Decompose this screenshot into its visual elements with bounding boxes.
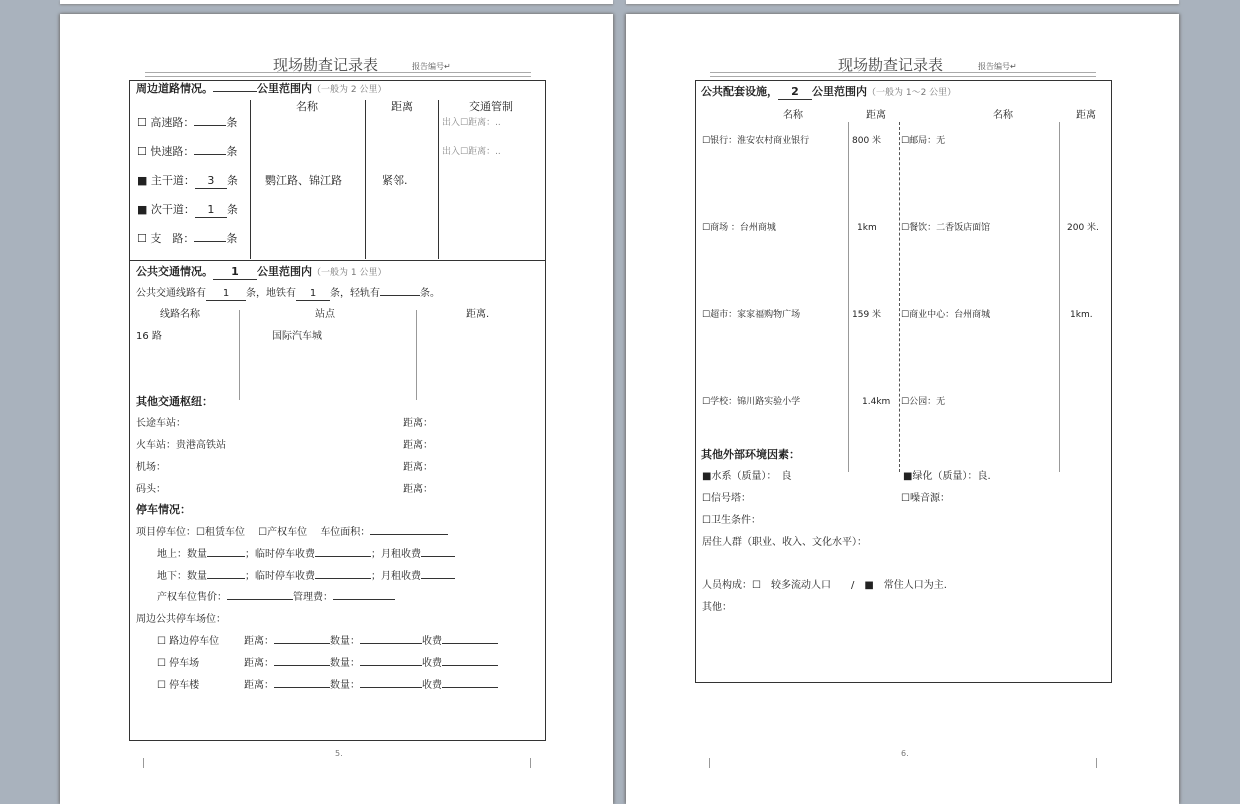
checkbox-icon[interactable]: ☐ [157, 636, 166, 647]
roads-col-traffic: 交通管制 [469, 100, 513, 113]
header-rule [710, 76, 1096, 77]
fee-label: 收费 [422, 680, 442, 691]
facilities-heading: 公共配套设施， [701, 85, 778, 98]
nearby-parking-fields [244, 635, 498, 648]
roads-unit: 公里范围内 [257, 82, 312, 95]
qty-label: 数量： [330, 636, 360, 647]
environment-heading: 其他外部环境因素： [701, 448, 800, 461]
road-row-secondary [137, 203, 238, 218]
subway-count[interactable]: 1 [296, 287, 330, 301]
temp-fee-field[interactable] [315, 578, 371, 579]
roads-heading: 周边道路情况。 [136, 82, 213, 95]
temp-fee-field[interactable] [315, 556, 371, 557]
env-green: ■绿化（质量）：良. [903, 471, 991, 482]
checkbox-icon[interactable]: ☐ [137, 145, 147, 158]
road-unit: 条 [226, 203, 238, 216]
dist-label: 距离： [244, 658, 274, 669]
parking-heading: 停车情况： [136, 503, 191, 516]
transit-heading-line [136, 265, 386, 280]
roads-radius-blank[interactable] [213, 91, 257, 92]
checkbox-icon[interactable]: ☐ [157, 680, 166, 691]
report-number-label: 报告编号↵ [412, 62, 451, 71]
fee-field[interactable] [442, 687, 498, 688]
transit-col-stop: 站点 [315, 309, 335, 320]
parking-sale-line [157, 591, 395, 604]
facility-distance: 800 米 [852, 136, 882, 146]
transit-heading: 公共交通情况。 [136, 265, 213, 278]
nearby-parking-type: 停车楼 [169, 680, 200, 691]
hub-label: 码头： [136, 484, 166, 495]
nearby-parking-type: 停车场 [169, 658, 200, 669]
roads-col-distance: 距离 [391, 100, 413, 113]
transit-col-line: 线路名称 [160, 309, 200, 320]
facility-distance: 159 米 [852, 310, 882, 320]
column-divider [416, 310, 417, 400]
hub-value: 贵港高铁站 [176, 440, 226, 451]
hub-distance: 距离： [403, 440, 433, 451]
road-count[interactable] [194, 125, 226, 126]
facility-item: ☐银行：淮安农村商业银行 [702, 136, 810, 146]
parking-project-line [136, 526, 448, 539]
parking-project-label: 项目停车位：☐租赁车位 [136, 527, 245, 538]
parking-ground-label: 地上：数量 [157, 549, 207, 560]
dist-label: 距离： [244, 636, 274, 647]
facility-item: ☐超市：家家福购物广场 [702, 310, 801, 320]
sale-price-field[interactable] [227, 599, 293, 600]
hub-distance: 距离： [403, 484, 433, 495]
qty-label: 数量： [330, 680, 360, 691]
facility-distance: 1km. [1070, 310, 1093, 320]
margin-mark [143, 758, 144, 768]
hubs-heading: 其他交通枢纽： [136, 395, 213, 408]
transit-unit: 公里范围内 [257, 265, 312, 278]
road-row-branch [137, 232, 237, 246]
facilities-unit: 公里范围内 [812, 85, 867, 98]
env-other: 其他： [702, 602, 732, 613]
facility-item: ☐公园：无 [901, 397, 946, 407]
env-sanitation: ☐卫生条件： [702, 515, 761, 526]
light-rail-count[interactable] [380, 295, 420, 296]
column-divider [250, 100, 251, 259]
margin-mark [530, 758, 531, 768]
transit-hint: （一般为 1 公里） [312, 268, 387, 278]
qty-field[interactable] [360, 687, 422, 688]
column-divider [438, 100, 439, 259]
hub-row [136, 439, 226, 452]
monthly-fee-label: ；月租收费 [371, 571, 421, 582]
road-label: 高速路： [150, 116, 195, 129]
facilities-radius[interactable]: 2 [778, 85, 812, 100]
column-divider [899, 122, 900, 472]
env-signal: ☐信号塔： [702, 493, 751, 504]
monthly-fee-field[interactable] [421, 556, 455, 557]
facility-distance: 1km [857, 223, 877, 233]
nearby-parking-row [157, 635, 219, 648]
facility-distance: 1.4km [862, 397, 891, 407]
hub-distance: 距离： [403, 462, 433, 473]
road-row-highway [137, 116, 237, 130]
road-count[interactable]: 1 [195, 203, 227, 218]
road-label: 快速路： [150, 145, 195, 158]
sale-price-label: 产权车位售价： [157, 592, 227, 603]
mgmt-fee-label: 管理费： [293, 592, 333, 603]
env-noise: ☐噪音源： [901, 493, 950, 504]
road-traffic: 出入☐距离：.. [442, 118, 501, 128]
env-water: ■水系（质量）： 良 [702, 471, 792, 482]
transit-lines-suffix: 条。 [420, 288, 440, 299]
transit-col-distance: 距离. [466, 309, 490, 320]
fee-field[interactable] [442, 665, 498, 666]
facilities-hint: （一般为 1～2 公里） [867, 88, 957, 98]
header-rule [145, 76, 531, 77]
margin-mark [1096, 758, 1097, 768]
facility-item: ☐邮局：无 [901, 136, 946, 146]
parking-under-line [157, 570, 455, 583]
facility-distance: 200 米. [1067, 223, 1099, 233]
facilities-heading-line [701, 85, 956, 100]
hub-label: 长途车站： [136, 418, 186, 429]
dist-field[interactable] [274, 687, 330, 688]
monthly-fee-label: ；月租收费 [371, 549, 421, 560]
parking-property-label: ☐产权车位 [258, 527, 308, 538]
nearby-parking-row [157, 679, 199, 692]
road-row-expressway [137, 145, 237, 159]
checkbox-icon[interactable]: ☐ [157, 658, 166, 669]
previous-page-edge [626, 0, 1179, 4]
checked-box-icon[interactable]: ■ [137, 174, 148, 187]
roads-heading-line [136, 82, 386, 97]
nearby-parking-type: 路边停车位 [169, 636, 220, 647]
document-page-6 [626, 14, 1179, 804]
dist-label: 距离： [244, 680, 274, 691]
document-page-5 [60, 14, 613, 804]
facility-item: ☐学校：锦川路实验小学 [702, 397, 801, 407]
roads-col-name: 名称 [296, 100, 318, 113]
facilities-col-distance: 距离 [866, 110, 886, 121]
hub-label: 火车站： [136, 440, 176, 451]
road-count[interactable] [194, 241, 226, 242]
road-row-main [137, 174, 238, 189]
nearby-parking-row [157, 657, 199, 670]
monthly-fee-field[interactable] [421, 578, 455, 579]
parking-area-field[interactable] [370, 534, 448, 535]
transit-stop-name: 国际汽车城 [272, 331, 322, 342]
transit-subway-label: 条，地铁有 [246, 288, 296, 299]
under-qty-field[interactable] [207, 578, 245, 579]
ground-qty-field[interactable] [207, 556, 245, 557]
road-label: 支 路： [150, 232, 195, 245]
dist-field[interactable] [274, 665, 330, 666]
qty-field[interactable] [360, 665, 422, 666]
nearby-parking-fields [244, 679, 498, 692]
header-rule [145, 72, 531, 73]
env-residents: 居住人群（职业、收入、文化水平）： [702, 537, 867, 548]
facility-item: ☐商场 ：台州商城 [702, 223, 776, 233]
nearby-parking-fields [244, 657, 498, 670]
parking-under-label: 地下：数量 [157, 571, 207, 582]
road-unit: 条 [226, 145, 238, 158]
road-count[interactable]: 3 [195, 174, 227, 189]
dist-field[interactable] [274, 643, 330, 644]
checked-box-icon[interactable]: ■ [137, 203, 148, 216]
facilities-col-name: 名称 [993, 110, 1013, 121]
road-label: 次干道： [150, 203, 195, 216]
column-divider [365, 100, 366, 259]
transit-lines-line [136, 287, 440, 301]
road-count[interactable] [194, 154, 226, 155]
road-unit: 条 [226, 232, 238, 245]
header-rule [710, 72, 1096, 73]
facilities-col-name: 名称 [783, 110, 803, 121]
parking-area-label: 车位面积： [320, 527, 371, 538]
road-unit: 条 [226, 174, 238, 187]
form-table [695, 80, 1112, 683]
page-number: 6. [901, 749, 909, 758]
transit-radius[interactable]: 1 [213, 265, 257, 280]
road-distance: 紧邻. [382, 174, 408, 187]
hub-distance: 距离： [403, 418, 433, 429]
mgmt-fee-field[interactable] [333, 599, 395, 600]
column-divider [239, 310, 240, 400]
transit-light-label: 条，轻轨有 [330, 288, 380, 299]
facility-item: ☐餐饮：二香饭店面馆 [901, 223, 991, 233]
qty-label: 数量： [330, 658, 360, 669]
page-number: 5. [335, 749, 343, 758]
checkbox-icon[interactable]: ☐ [137, 116, 147, 129]
facility-item: ☐商业中心：台州商城 [901, 310, 991, 320]
parking-ground-line [157, 548, 455, 561]
nearby-parking-label: 周边公共停车场位： [136, 614, 226, 625]
section-divider [129, 260, 545, 261]
transit-line-name: 16 路 [136, 331, 162, 342]
road-label: 主干道： [150, 174, 195, 187]
env-composition: 人员构成：☐ 较多流动人口 / ■ 常住人口为主. [702, 580, 947, 591]
previous-page-edge [60, 0, 613, 4]
road-unit: 条 [226, 116, 238, 129]
temp-fee-label: ；临时停车收费 [245, 571, 315, 582]
qty-field[interactable] [360, 643, 422, 644]
fee-label: 收费 [422, 636, 442, 647]
transit-lines-label: 公共交通线路有 [136, 288, 206, 299]
page-title: 现场勘查记录表 [273, 56, 379, 74]
transit-lines-count[interactable]: 1 [206, 287, 246, 301]
roads-hint: （一般为 2 公里） [312, 85, 387, 95]
road-name: 鹦江路、锦江路 [265, 174, 342, 187]
column-divider [848, 122, 849, 472]
hub-label: 机场： [136, 462, 166, 473]
report-number-label: 报告编号↵ [978, 62, 1017, 71]
margin-mark [709, 758, 710, 768]
column-divider [1059, 122, 1060, 472]
page-title: 现场勘查记录表 [838, 56, 944, 74]
temp-fee-label: ；临时停车收费 [245, 549, 315, 560]
road-traffic: 出入☐距离：.. [442, 147, 501, 157]
checkbox-icon[interactable]: ☐ [137, 232, 147, 245]
fee-label: 收费 [422, 658, 442, 669]
fee-field[interactable] [442, 643, 498, 644]
facilities-col-distance: 距离 [1076, 110, 1096, 121]
